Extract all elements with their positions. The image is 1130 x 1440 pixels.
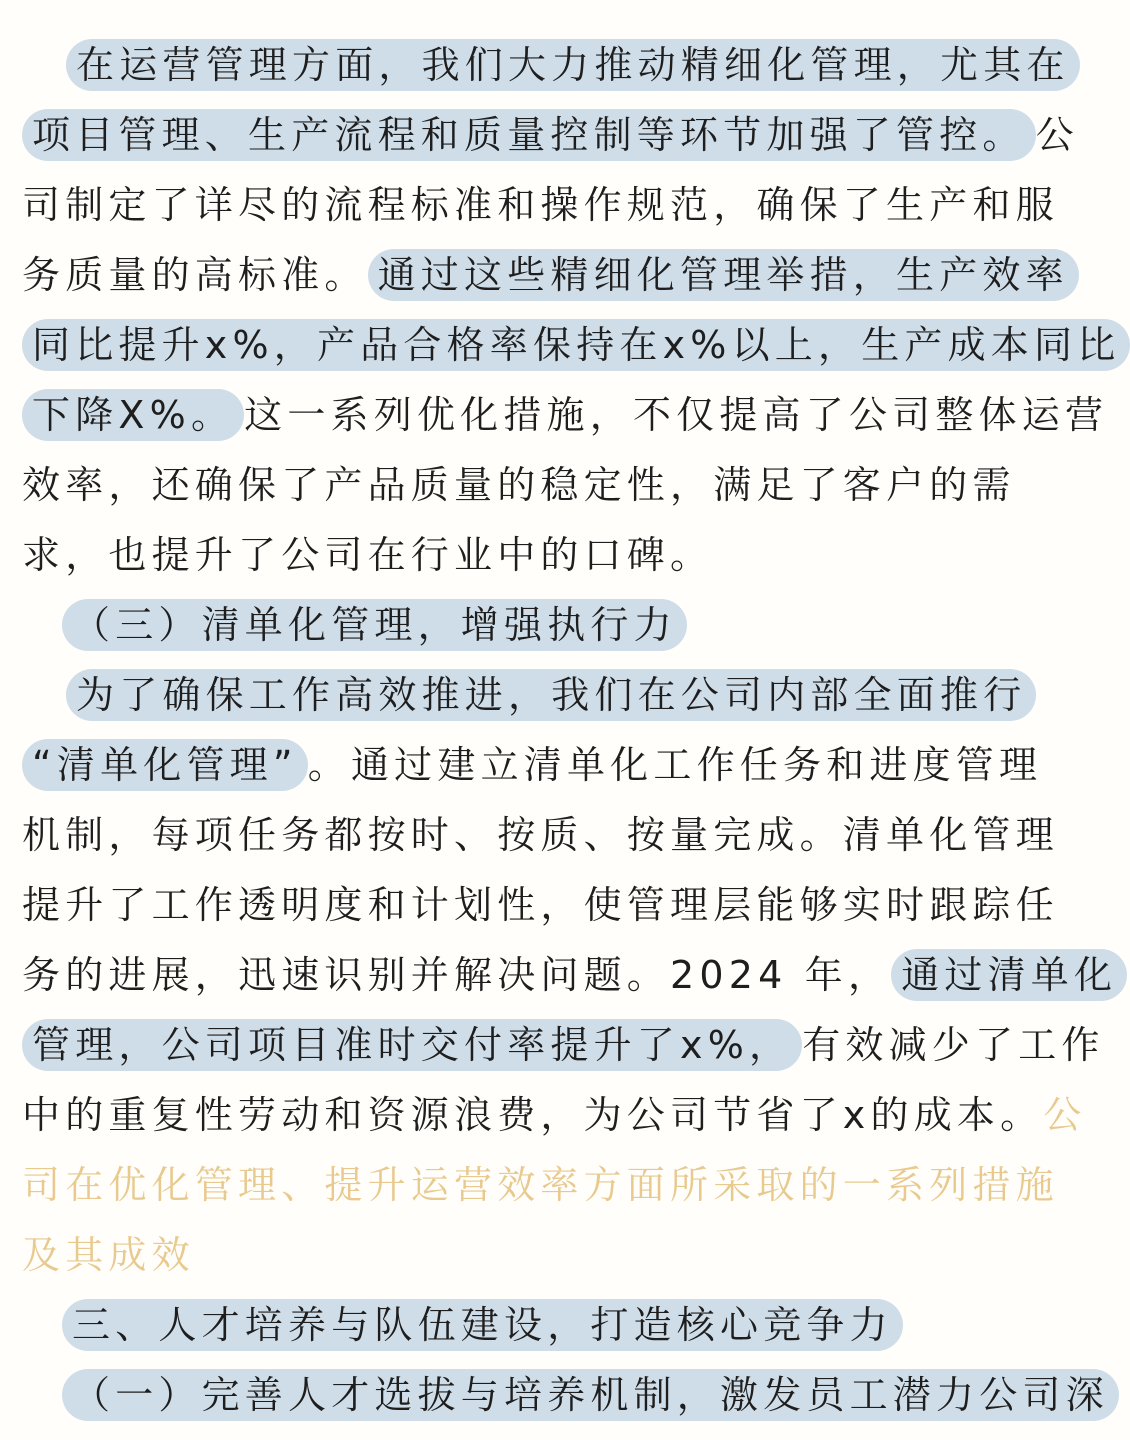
gold-text: 及其成效 [22, 1233, 195, 1277]
text-line [22, 1220, 1048, 1290]
text-line [22, 170, 1059, 240]
text-line [22, 380, 1109, 450]
body-text: 提升了工作透明度和计划性，使管理层能够实时跟踪任 [22, 883, 1059, 927]
section-heading [22, 1360, 1109, 1430]
text-line [22, 30, 1070, 100]
highlighted-text: 通过这些精细化管理举措，生产效率 [368, 249, 1079, 301]
text-line [22, 1150, 1059, 1220]
text-line [22, 870, 1059, 940]
text-line [22, 660, 1048, 730]
body-text: 效率，还确保了产品质量的稳定性，满足了客户的需 [22, 463, 1016, 507]
text-line [22, 1080, 1087, 1150]
section-heading [22, 1290, 1048, 1360]
highlighted-text: 通过清单化 [891, 949, 1127, 1001]
highlighted-text: 在运营管理方面，我们大力推动精细化管理，尤其在 [66, 39, 1080, 91]
body-text: 有效减少了工作 [802, 1023, 1105, 1067]
body-text: 司制定了详尽的流程标准和操作规范，确保了生产和服 [22, 183, 1059, 227]
highlighted-text: 管理，公司项目准时交付率提升了x%， [22, 1019, 802, 1071]
body-text: 务质量的高标准。 [22, 253, 368, 297]
highlighted-text: “清单化管理” [22, 739, 308, 791]
body-text: 公 [1035, 113, 1079, 157]
text-line [22, 730, 1048, 800]
highlighted-text: 下降X%。 [22, 389, 244, 441]
highlighted-text: 为了确保工作高效推进，我们在公司内部全面推行 [66, 669, 1036, 721]
text-line [22, 940, 1118, 1010]
highlighted-text: 同比提升x%，产品合格率保持在x%以上，生产成本同比 [22, 319, 1130, 371]
body-text: 机制，每项任务都按时、按质、按量完成。清单化管理 [22, 813, 1059, 857]
text-line [22, 240, 1069, 310]
highlighted-text: 项目管理、生产流程和质量控制等环节加强了管控。 [22, 109, 1036, 161]
section-heading [22, 590, 1048, 660]
body-text: 中的重复性劳动和资源浪费，为公司节省了x的成本。 [22, 1093, 1044, 1137]
body-text: 这一系列优化措施，不仅提高了公司整体运营 [244, 393, 1109, 437]
body-text: 务的进展，迅速识别并解决问题。2024 年， [22, 953, 892, 997]
highlighted-text: 三、人才培养与队伍建设，打造核心竞争力 [62, 1299, 903, 1351]
text-line [22, 520, 1048, 590]
highlighted-text: （三）清单化管理，增强执行力 [62, 599, 687, 651]
gold-text: 司在优化管理、提升运营效率方面所采取的一系列措施 [22, 1163, 1059, 1207]
text-line [22, 100, 1079, 170]
text-line [22, 310, 1121, 380]
body-text: 。通过建立清单化工作任务和进度管理 [307, 743, 1043, 787]
text-line [22, 1010, 1105, 1080]
highlighted-text: （一）完善人才选拔与培养机制，激发员工潜力公司深 [62, 1369, 1119, 1421]
text-line [22, 800, 1059, 870]
text-line [22, 450, 1048, 520]
body-text: 求，也提升了公司在行业中的口碑。 [22, 533, 714, 577]
gold-text: 公 [1043, 1093, 1087, 1137]
